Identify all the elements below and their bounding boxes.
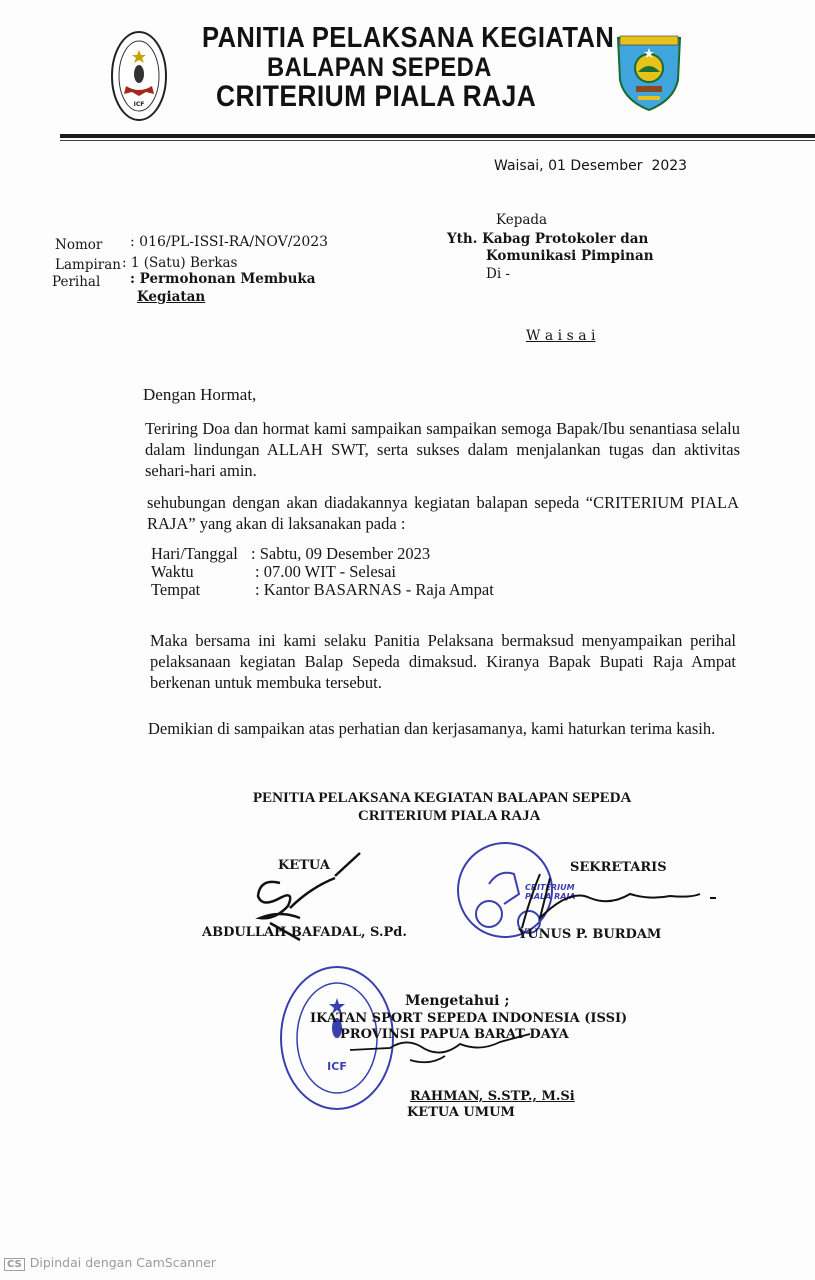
lampiran-value: : 1 (Satu) Berkas <box>122 255 238 271</box>
detail-row <box>151 561 494 579</box>
perihal-value: : Permohonan Membuka <box>130 271 316 287</box>
paragraph-event: sehubungan dengan akan diadakannya kegiatan balapan sepeda “CRITERIUM PIALA RAJA” yang akan di laksanakan pada : <box>147 493 739 533</box>
perihal-label: Perihal <box>52 274 101 290</box>
issi-line2: PROVINSI PAPUA BARAT DAYA <box>340 1027 569 1042</box>
perihal-value-cont: Kegiatan <box>137 289 206 305</box>
issi-line1: IKATAN SPORT SEPEDA INDONESIA (ISSI) <box>310 1011 628 1026</box>
left-logo <box>110 30 168 122</box>
detail-value: : 07.00 WIT - Selesai <box>255 562 396 581</box>
mengetahui-label: Mengetahui ; <box>405 993 510 1009</box>
ketua-umum-signature-icon <box>350 1030 550 1080</box>
greeting: Dengan Hormat, <box>143 385 257 404</box>
right-logo <box>614 30 684 112</box>
paragraph-opening: Teriring Doa dan hormat kami sampaikan sampaikan semoga Bapak/Ibu senantiasa selalu dalam lindungan ALLAH SWT, serta sukses dalam menjalankan tugas dan aktivitas sehari-hari amin. <box>145 419 740 480</box>
recipient-line2: Komunikasi Pimpinan <box>486 248 654 264</box>
camscanner-logo-icon: CS <box>4 1258 25 1271</box>
letterhead-line1: PANITIA PELAKSANA KEGIATAN <box>202 22 615 54</box>
camscanner-text: Dipindai dengan CamScanner <box>29 1255 216 1270</box>
raja-ampat-crest-icon <box>614 30 684 112</box>
letter-date: Waisai, 01 Desember 2023 <box>494 158 688 174</box>
paragraph-request: Maka bersama ini kami selaku Panitia Pelaksana bermaksud menyampaikan perihal pelaksanaan kegiatan Balap Sepeda dimaksud. Kiranya Bapak Bupati Raja Ampat berkenan untuk membuka tersebut. <box>150 631 736 692</box>
ketua-name: ABDULLAH BAFADAL, S.Pd. <box>202 925 407 940</box>
detail-row <box>151 579 494 597</box>
ketua-umum-title: KETUA UMUM <box>407 1105 515 1120</box>
recipient-di: Di - <box>486 266 510 282</box>
letterhead-rule-thick <box>60 134 815 138</box>
lampiran-label: Lampiran <box>55 257 121 273</box>
closing-org-line2: CRITERIUM PIALA RAJA <box>358 808 541 824</box>
detail-label: Waktu <box>151 562 194 581</box>
letterhead-rule-thin <box>60 140 815 141</box>
detail-row <box>151 543 494 561</box>
svg-text:PIALA RAJA: PIALA RAJA <box>525 892 576 901</box>
nomor-value: : 016/PL-ISSI-RA/NOV/2023 <box>130 234 329 250</box>
closing-org-line1: PENITIA PELAKSANA KEGIATAN BALAPAN SEPEDA <box>253 790 632 806</box>
svg-text:CRITERIUM: CRITERIUM <box>525 883 575 892</box>
camscanner-watermark <box>4 1255 216 1271</box>
recipient-line1: Yth. Kabag Protokoler dan <box>447 231 649 247</box>
detail-value: : Sabtu, 09 Desember 2023 <box>251 544 431 563</box>
nomor-label: Nomor <box>55 237 103 253</box>
event-details <box>151 543 494 597</box>
kepada-label: Kepada <box>496 212 548 228</box>
svg-text:ICF: ICF <box>327 1060 347 1073</box>
letterhead-line2: BALAPAN SEPEDA <box>267 52 492 82</box>
paragraph-closing: Demikian di sampaikan atas perhatian dan kerjasamanya, kami haturkan terima kasih. <box>148 719 716 738</box>
ketua-umum-name: RAHMAN, S.STP., M.Si <box>410 1089 575 1104</box>
icf-logo-icon <box>110 30 168 122</box>
sekretaris-name: YUNUS P. BURDAM <box>518 927 662 942</box>
ketua-title: KETUA <box>278 858 330 873</box>
recipient-place: W a i s a i <box>526 328 596 344</box>
letterhead-line3: CRITERIUM PIALA RAJA <box>216 80 537 113</box>
svg-text:ICF: ICF <box>133 101 145 108</box>
sekretaris-title: SEKRETARIS <box>570 860 667 875</box>
detail-label: Tempat <box>151 580 201 599</box>
detail-label: Hari/Tanggal <box>151 544 238 563</box>
detail-value: : Kantor BASARNAS - Raja Ampat <box>255 580 494 599</box>
